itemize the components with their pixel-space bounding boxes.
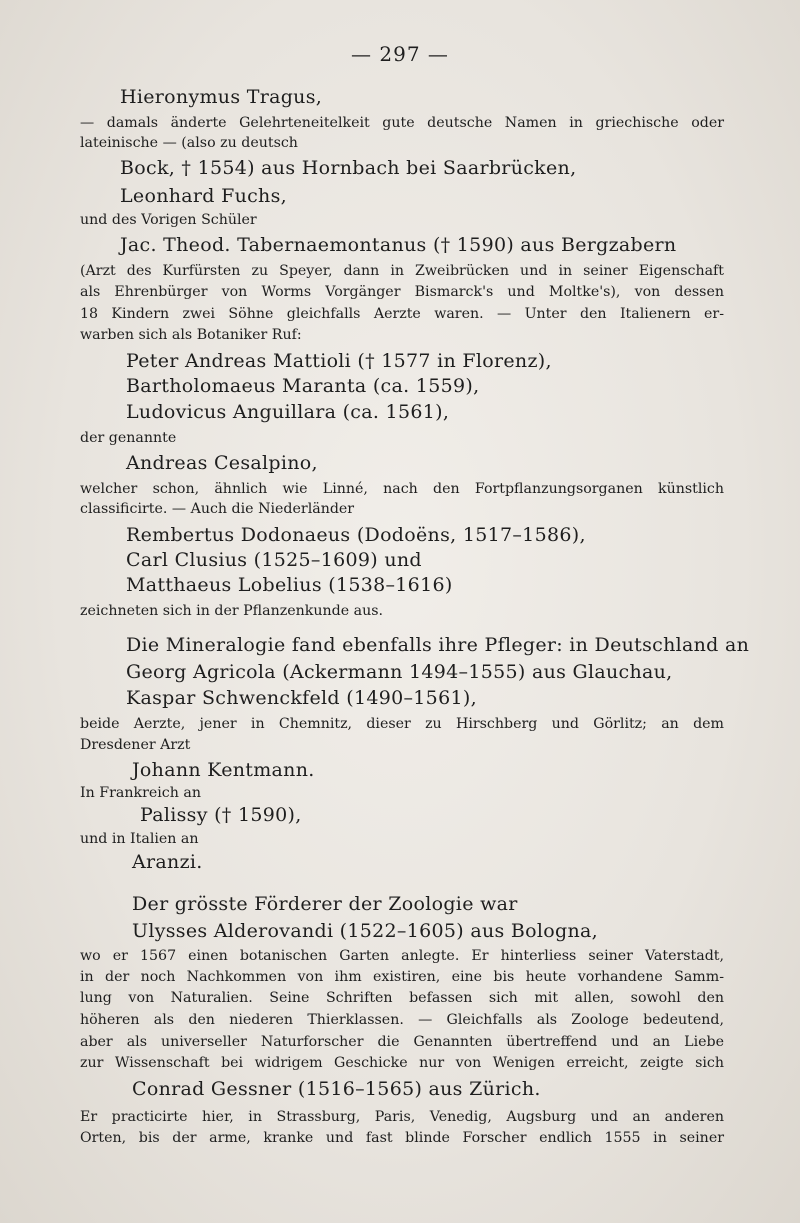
text-line: Jac. Theod. Tabernaemontanus († 1590) aus Bergzabern: [120, 234, 677, 256]
text-line: und in Italien an: [80, 831, 199, 847]
text-line: lateinische — (also zu deutsch: [80, 135, 298, 151]
text-line: (Arzt des Kurfürsten zu Speyer, dann in Zweibrücken und in seiner Eigenschaft: [80, 263, 724, 279]
text-line: Bock, † 1554) aus Hornbach bei Saarbrücken,: [120, 157, 577, 179]
text-line: Peter Andreas Mattioli († 1577 in Florenz),: [126, 350, 552, 372]
text-line: Bartholomaeus Maranta (ca. 1559),: [126, 375, 480, 397]
text-line: In Frankreich an: [80, 785, 201, 801]
page-number: — 297 —: [351, 42, 449, 66]
text-line: Andreas Cesalpino,: [126, 452, 318, 474]
text-line: classificirte. — Auch die Niederländer: [80, 501, 355, 517]
text-line: Kaspar Schwenckfeld (1490–1561),: [126, 687, 477, 709]
text-line: zur Wissenschaft bei widrigem Geschicke nur von Wenigen erreicht, zeigte sich: [80, 1055, 724, 1071]
text-line: 18 Kindern zwei Söhne gleichfalls Aerzte waren. — Unter den Italienern er-: [80, 306, 724, 322]
text-line: als Ehrenbürger von Worms Vorgänger Bismarck's und Moltke's), von dessen: [80, 284, 724, 300]
text-line: Leonhard Fuchs,: [120, 185, 287, 207]
text-line: Conrad Gessner (1516–1565) aus Zürich.: [132, 1078, 541, 1100]
text-line: Ulysses Alderovandi (1522–1605) aus Bologna,: [132, 920, 598, 942]
text-line: Dresdener Arzt: [80, 737, 191, 753]
text-line: welcher schon, ähnlich wie Linné, nach den Fortpflanzungsorganen künstlich: [80, 481, 724, 497]
text-line: Aranzi.: [132, 851, 203, 873]
text-line: Der grösste Förderer der Zoologie war: [132, 893, 518, 915]
text-line: beide Aerzte, jener in Chemnitz, dieser zu Hirschberg und Görlitz; an dem: [80, 716, 724, 732]
text-line: lung von Naturalien. Seine Schriften befassen sich mit allen, sowohl den: [80, 990, 724, 1006]
text-line: — damals änderte Gelehrteneitelkeit gute deutsche Namen in griechische oder: [80, 115, 724, 131]
text-line: warben sich als Botaniker Ruf:: [80, 327, 302, 343]
text-line: Georg Agricola (Ackermann 1494–1555) aus Glauchau,: [126, 661, 673, 683]
text-line: in der noch Nachkommen von ihm existiren, eine bis heute vorhandene Samm-: [80, 969, 724, 985]
text-line: aber als universeller Naturforscher die Genannten übertreffend und an Liebe: [80, 1034, 724, 1050]
text-line: Matthaeus Lobelius (1538–1616): [126, 574, 453, 596]
text-line: und des Vorigen Schüler: [80, 212, 257, 228]
text-line: Die Mineralogie fand ebenfalls ihre Pfleger: in Deutschland an: [126, 634, 750, 656]
text-line: der genannte: [80, 430, 177, 446]
text-line: Orten, bis der arme, kranke und fast blinde Forscher endlich 1555 in seiner: [80, 1130, 724, 1146]
text-line: Ludovicus Anguillara (ca. 1561),: [126, 401, 450, 423]
text-line: wo er 1567 einen botanischen Garten anlegte. Er hinterliess seiner Vaterstadt,: [80, 948, 724, 964]
text-line: Palissy († 1590),: [140, 804, 302, 826]
text-line: Rembertus Dodonaeus (Dodoëns, 1517–1586),: [126, 524, 586, 546]
text-line: Johann Kentmann.: [132, 759, 315, 781]
text-line: Carl Clusius (1525–1609) und: [126, 549, 422, 571]
text-line: Hieronymus Tragus,: [120, 86, 323, 108]
text-line: Er practicirte hier, in Strassburg, Paris, Venedig, Augsburg und an anderen: [80, 1109, 724, 1125]
text-line: höheren als den niederen Thierklassen. — Gleichfalls als Zoologe bedeutend,: [80, 1012, 724, 1028]
text-line: zeichneten sich in der Pflanzenkunde aus.: [80, 603, 383, 619]
